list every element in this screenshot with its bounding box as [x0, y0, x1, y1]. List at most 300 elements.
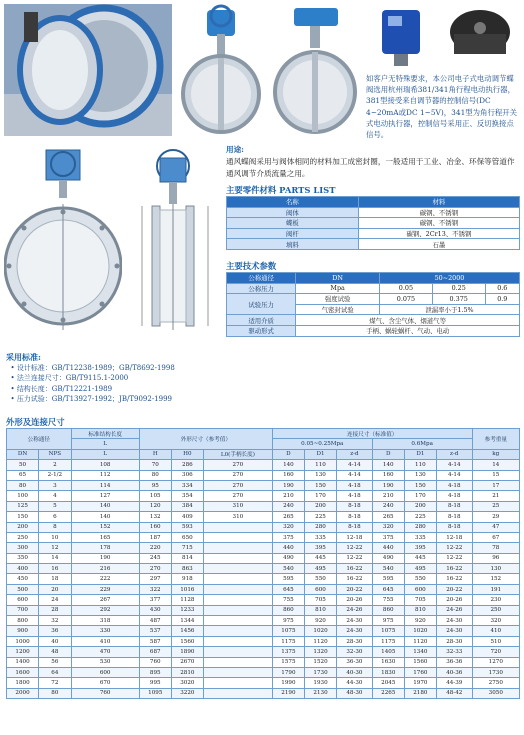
dims-col-header: D1	[404, 449, 436, 459]
dims-col-header: H	[139, 449, 171, 459]
valve-photo-large	[4, 4, 172, 136]
table-cell: 495	[304, 564, 336, 574]
table-cell: 110	[404, 460, 436, 470]
table-row	[7, 543, 520, 553]
table-cell: 1200	[7, 647, 39, 657]
table-cell: 24-26	[436, 605, 472, 615]
table-cell	[203, 667, 272, 677]
spec-medium-label: 适用介质	[227, 315, 296, 326]
table-cell: 2190	[272, 688, 304, 698]
table-cell: 216	[71, 564, 139, 574]
dims-col-header: H0	[171, 449, 203, 459]
table-cell: 14	[472, 460, 519, 470]
table-cell: 120	[139, 501, 171, 511]
table-cell: 152	[71, 522, 139, 532]
table-cell: 600	[304, 584, 336, 594]
table-cell: 1175	[272, 636, 304, 646]
parts-list-title: 主要零件材料 PARTS LIST	[226, 184, 520, 198]
table-cell: 810	[404, 605, 436, 615]
table-cell	[203, 636, 272, 646]
table-cell: 995	[139, 678, 171, 688]
table-row	[7, 584, 520, 594]
table-cell: 32-30	[337, 647, 373, 657]
table-cell: 395	[404, 543, 436, 553]
table-cell	[203, 595, 272, 605]
dims-table	[6, 428, 520, 699]
table-row	[7, 595, 520, 605]
parts-cell: 碳钢、2Cr13、不锈钢	[358, 228, 519, 239]
table-cell: 48-30	[337, 688, 373, 698]
table-cell: 8-18	[337, 501, 373, 511]
table-cell: 540	[272, 564, 304, 574]
table-cell: 1830	[372, 667, 404, 677]
table-cell	[203, 522, 272, 532]
table-cell: 8-18	[337, 522, 373, 532]
table-cell: 8	[39, 522, 72, 532]
spec-seal-label: 气密封试验	[296, 304, 380, 315]
valve-side-drawing	[128, 144, 218, 344]
table-cell: 350	[7, 553, 39, 563]
table-cell: 755	[372, 595, 404, 605]
table-cell: 8-18	[436, 501, 472, 511]
table-cell: 170	[304, 491, 336, 501]
table-cell: 20-22	[337, 584, 373, 594]
table-cell: 190	[272, 480, 304, 490]
table-cell: 1520	[304, 657, 336, 667]
table-cell: 760	[139, 657, 171, 667]
table-cell: 720	[472, 647, 519, 657]
table-cell: 152	[472, 574, 519, 584]
table-row	[7, 688, 520, 698]
table-cell: 65	[7, 470, 39, 480]
table-cell: 1075	[372, 626, 404, 636]
table-cell: 409	[171, 512, 203, 522]
table-cell: 1560	[404, 657, 436, 667]
valve-front-drawing	[4, 144, 122, 344]
table-cell: 2	[39, 460, 72, 470]
dims-col-header: kg	[472, 449, 519, 459]
table-cell: 72	[39, 678, 72, 688]
spec-drive-value: 手柄、蜗轮蜗杆、气动、电动	[296, 325, 520, 336]
table-row	[7, 522, 520, 532]
table-cell: 1000	[7, 636, 39, 646]
table-cell: 755	[272, 595, 304, 605]
table-row	[7, 532, 520, 542]
table-cell: 200	[404, 501, 436, 511]
table-cell: 245	[139, 553, 171, 563]
table-cell: 32	[39, 616, 72, 626]
spec-pn-value: 0.25	[432, 283, 485, 294]
dims-title: 外形及连接尺寸	[6, 416, 520, 430]
table-cell: 445	[404, 553, 436, 563]
table-cell: 375	[372, 532, 404, 542]
standard-item: • 法兰连接尺寸：GB/T9115.1-2000	[6, 374, 129, 382]
table-cell: 1730	[304, 667, 336, 677]
table-cell: 2180	[404, 688, 436, 698]
table-cell: 1128	[171, 595, 203, 605]
dims-col-header: D	[272, 449, 304, 459]
table-cell: 1016	[171, 584, 203, 594]
table-cell: 700	[7, 605, 39, 615]
spec-pn-value: 0.05	[380, 283, 433, 294]
table-cell: 8-18	[337, 512, 373, 522]
table-cell: 80	[139, 470, 171, 480]
table-cell: 306	[171, 470, 203, 480]
spec-pn-unit: Mpa	[296, 283, 380, 294]
table-cell: 490	[272, 553, 304, 563]
table-cell: 645	[372, 584, 404, 594]
table-cell: 191	[472, 584, 519, 594]
table-cell	[203, 584, 272, 594]
table-cell: 377	[139, 595, 171, 605]
table-cell: 24	[39, 595, 72, 605]
table-cell: 687	[139, 647, 171, 657]
specs-table	[226, 272, 520, 337]
table-cell: 1120	[404, 636, 436, 646]
table-cell: 354	[171, 491, 203, 501]
table-cell: 40-30	[337, 667, 373, 677]
table-cell: 540	[372, 564, 404, 574]
table-row	[7, 657, 520, 667]
table-cell: 12-22	[337, 553, 373, 563]
table-cell: 130	[404, 470, 436, 480]
table-cell: 587	[139, 636, 171, 646]
table-cell: 2130	[304, 688, 336, 698]
table-cell: 495	[404, 564, 436, 574]
parts-cell: 碳钢、不锈钢	[358, 218, 519, 229]
dims-h-nominal: 公称通径	[7, 429, 72, 450]
table-row	[7, 667, 520, 677]
dims-col-header: D	[372, 449, 404, 459]
table-cell: 125	[7, 501, 39, 511]
table-cell: 6	[39, 512, 72, 522]
table-cell: 16	[39, 564, 72, 574]
spec-seal-value: 泄漏率小于1.5%	[380, 304, 520, 315]
table-cell: 44-39	[436, 678, 472, 688]
table-cell: 4-18	[436, 480, 472, 490]
table-cell: 265	[272, 512, 304, 522]
table-cell: 112	[71, 470, 139, 480]
table-cell: 320	[372, 522, 404, 532]
table-cell: 178	[71, 543, 139, 553]
table-cell: 292	[71, 605, 139, 615]
table-cell: 132	[139, 512, 171, 522]
usage-text: 通风蝶阀采用与阀体相同的材料加工成密封圈，一般适用于工业、冶金、环保等管道作通风调节介质流量之用。	[226, 157, 515, 178]
table-cell: 1730	[472, 667, 519, 677]
table-row	[7, 564, 520, 574]
table-cell: 1233	[171, 605, 203, 615]
table-cell: 537	[139, 626, 171, 636]
table-cell: 140	[71, 501, 139, 511]
table-cell: 150	[7, 512, 39, 522]
table-cell: 140	[71, 512, 139, 522]
table-row	[7, 501, 520, 511]
table-cell: 1120	[304, 636, 336, 646]
table-cell: 3020	[171, 678, 203, 688]
electric-actuator-photo-1	[366, 4, 436, 70]
table-cell: 705	[304, 595, 336, 605]
table-cell: 330	[71, 626, 139, 636]
table-cell: 4-14	[337, 460, 373, 470]
table-cell: 335	[304, 532, 336, 542]
parts-header-name: 名称	[227, 197, 359, 208]
table-cell: 322	[139, 584, 171, 594]
table-cell: 487	[139, 616, 171, 626]
table-cell: 225	[304, 512, 336, 522]
standard-item: • 压力试验：GB/T13927-1992；JB/T9092-1999	[6, 395, 172, 403]
table-cell: 3050	[472, 688, 519, 698]
table-cell: 8-18	[436, 512, 472, 522]
spec-strength-value: 0.075	[380, 294, 433, 305]
table-cell: 510	[472, 636, 519, 646]
table-cell: 3220	[171, 688, 203, 698]
standards-title: 采用标准:	[6, 352, 41, 362]
table-cell: 187	[139, 532, 171, 542]
table-cell: 270	[203, 460, 272, 470]
table-cell: 150	[304, 480, 336, 490]
table-cell: 1930	[304, 678, 336, 688]
table-cell: 36-36	[436, 657, 472, 667]
table-cell: 210	[272, 491, 304, 501]
spec-drive-label: 驱动形式	[227, 325, 296, 336]
table-cell	[203, 616, 272, 626]
spec-test-label: 试验压力	[227, 294, 296, 315]
table-cell: 48-42	[436, 688, 472, 698]
table-cell: 1760	[404, 667, 436, 677]
actuator-note: 如客户无特殊要求，本公司电子式电动调节蝶阀选用杭州瑞希381/341角行程电动执行器，381型接受来自调节器的控制信号(DC 4~20mA或DC 1~5V)，341型为角行程开关式电动执行器，控制信号采用正、反切换接点信号。	[366, 74, 518, 140]
table-cell: 67	[472, 532, 519, 542]
table-cell: 280	[304, 522, 336, 532]
table-cell: 250	[472, 605, 519, 615]
table-cell: 4-18	[337, 480, 373, 490]
table-row	[7, 460, 520, 470]
table-row	[7, 605, 520, 615]
table-cell: 860	[272, 605, 304, 615]
table-cell: 70	[139, 460, 171, 470]
table-cell	[203, 647, 272, 657]
table-cell: 410	[71, 636, 139, 646]
table-cell: 705	[404, 595, 436, 605]
standard-item: • 设计标准：GB/T12238-1989；GB/T8692-1998	[6, 363, 175, 372]
table-cell: 160	[139, 522, 171, 532]
dims-col-header: z-d	[436, 449, 472, 459]
table-cell: 20-22	[436, 584, 472, 594]
table-cell: 3	[39, 480, 72, 490]
table-cell: 20-26	[436, 595, 472, 605]
spec-dn-label: 公称通径	[227, 273, 296, 284]
table-cell: 600	[7, 595, 39, 605]
table-cell: 430	[139, 605, 171, 615]
table-cell: 4-14	[337, 470, 373, 480]
table-row	[7, 553, 520, 563]
table-cell	[203, 657, 272, 667]
dims-h-pn1: 0.05~0.25Mpa	[272, 439, 372, 449]
table-row	[7, 626, 520, 636]
table-cell: 440	[272, 543, 304, 553]
table-cell: 110	[304, 460, 336, 470]
table-cell: 975	[372, 616, 404, 626]
table-cell	[203, 678, 272, 688]
table-cell: 550	[404, 574, 436, 584]
table-cell	[203, 532, 272, 542]
table-cell: 1405	[372, 647, 404, 657]
table-cell: 270	[203, 480, 272, 490]
dims-h-conn: 连接尺寸（标准值）	[272, 429, 472, 439]
table-cell: 1175	[372, 636, 404, 646]
table-cell: 1560	[171, 636, 203, 646]
table-cell: 24-30	[337, 616, 373, 626]
table-cell: 1890	[171, 647, 203, 657]
table-cell: 140	[272, 460, 304, 470]
table-cell: 190	[71, 553, 139, 563]
table-cell: 78	[472, 543, 519, 553]
table-cell: 40	[39, 636, 72, 646]
table-cell: 265	[372, 512, 404, 522]
table-cell: 1020	[404, 626, 436, 636]
table-cell: 160	[272, 470, 304, 480]
table-cell: 1075	[272, 626, 304, 636]
table-cell: 36	[39, 626, 72, 636]
table-cell: 47	[472, 522, 519, 532]
table-cell: 280	[404, 522, 436, 532]
table-cell: 1800	[7, 678, 39, 688]
table-cell: 140	[372, 460, 404, 470]
table-cell: 12-22	[337, 543, 373, 553]
table-cell: 12-18	[337, 532, 373, 542]
table-cell: 190	[372, 480, 404, 490]
table-cell: 16-22	[337, 574, 373, 584]
table-row	[7, 491, 520, 501]
table-cell: 105	[139, 491, 171, 501]
spec-strength-value: 0.9	[485, 294, 519, 305]
table-cell: 593	[171, 522, 203, 532]
table-cell: 4-18	[337, 491, 373, 501]
table-cell: 18	[39, 574, 72, 584]
dims-h-weight: 参考重量	[472, 429, 519, 450]
table-cell: 40-36	[436, 667, 472, 677]
table-cell: 550	[304, 574, 336, 584]
table-cell: 920	[304, 616, 336, 626]
table-cell: 16-22	[436, 574, 472, 584]
parts-cell: 石墨	[358, 239, 519, 250]
table-cell: 4-14	[436, 460, 472, 470]
spec-pn-label: 公称压力	[227, 283, 296, 294]
table-cell: 12-22	[436, 553, 472, 563]
valve-photo-actuator	[268, 4, 362, 136]
table-cell: 28-30	[436, 636, 472, 646]
table-cell: 44-30	[337, 678, 373, 688]
table-cell: 1340	[404, 647, 436, 657]
table-cell: 1320	[304, 647, 336, 657]
standard-item: • 结构长度：GB/T12221-1989	[6, 384, 113, 393]
table-cell: 36-30	[337, 657, 373, 667]
table-cell: 114	[71, 480, 139, 490]
table-cell: 28-30	[337, 636, 373, 646]
table-cell	[203, 543, 272, 553]
table-cell: 918	[171, 574, 203, 584]
parts-cell: 蝶板	[227, 218, 359, 229]
table-cell: 4-18	[436, 491, 472, 501]
table-cell: 24-26	[337, 605, 373, 615]
table-cell: 80	[39, 688, 72, 698]
table-cell: 920	[404, 616, 436, 626]
table-cell: 150	[404, 480, 436, 490]
table-cell: 21	[472, 491, 519, 501]
table-row	[7, 470, 520, 480]
dims-h-pn2: 0.6Mpa	[372, 439, 472, 449]
table-cell: 17	[472, 480, 519, 490]
table-row	[7, 678, 520, 688]
table-cell: 210	[372, 491, 404, 501]
table-cell	[203, 626, 272, 636]
table-cell: 1970	[404, 678, 436, 688]
table-cell: 645	[272, 584, 304, 594]
table-cell	[203, 688, 272, 698]
table-cell: 320	[272, 522, 304, 532]
table-cell: 1600	[7, 667, 39, 677]
valve-photo-handwheel	[177, 4, 265, 136]
table-cell: 2265	[372, 688, 404, 698]
table-cell: 800	[7, 616, 39, 626]
table-cell: 297	[139, 574, 171, 584]
table-cell: 595	[372, 574, 404, 584]
table-cell: 595	[272, 574, 304, 584]
table-cell: 12	[39, 543, 72, 553]
table-cell: 2045	[372, 678, 404, 688]
table-cell: 270	[203, 470, 272, 480]
table-cell: 2810	[171, 667, 203, 677]
table-cell: 130	[472, 564, 519, 574]
table-cell: 25	[472, 501, 519, 511]
table-cell: 32-33	[436, 647, 472, 657]
spec-strength-label: 强度试验	[296, 294, 380, 305]
table-cell: 2000	[7, 688, 39, 698]
table-cell: 270	[203, 491, 272, 501]
table-cell: 28	[39, 605, 72, 615]
table-cell: 286	[171, 460, 203, 470]
table-cell: 24-30	[337, 626, 373, 636]
table-cell: 384	[171, 501, 203, 511]
table-cell: 4	[39, 491, 72, 501]
table-row	[7, 574, 520, 584]
table-cell: 130	[304, 470, 336, 480]
table-cell: 240	[372, 501, 404, 511]
table-cell: 165	[71, 532, 139, 542]
table-cell: 29	[472, 512, 519, 522]
parts-cell: 阀体	[227, 207, 359, 218]
table-cell: 222	[71, 574, 139, 584]
table-cell: 450	[7, 574, 39, 584]
table-cell: 1790	[272, 667, 304, 677]
table-cell: 229	[71, 584, 139, 594]
table-cell: 108	[71, 460, 139, 470]
dims-col-header: z-d	[337, 449, 373, 459]
table-cell: 310	[203, 512, 272, 522]
table-cell: 200	[7, 522, 39, 532]
table-row	[7, 512, 520, 522]
spec-dn-unit: DN	[296, 273, 380, 284]
table-cell: 24-30	[436, 616, 472, 626]
table-cell: 860	[372, 605, 404, 615]
table-cell: 20-26	[337, 595, 373, 605]
table-cell: 4-14	[436, 470, 472, 480]
table-cell: 320	[472, 616, 519, 626]
table-cell: 530	[71, 657, 139, 667]
table-cell: 715	[171, 543, 203, 553]
dims-h-length: 标准结构长度	[71, 429, 139, 439]
table-cell: 600	[71, 667, 139, 677]
table-cell: 760	[71, 688, 139, 698]
